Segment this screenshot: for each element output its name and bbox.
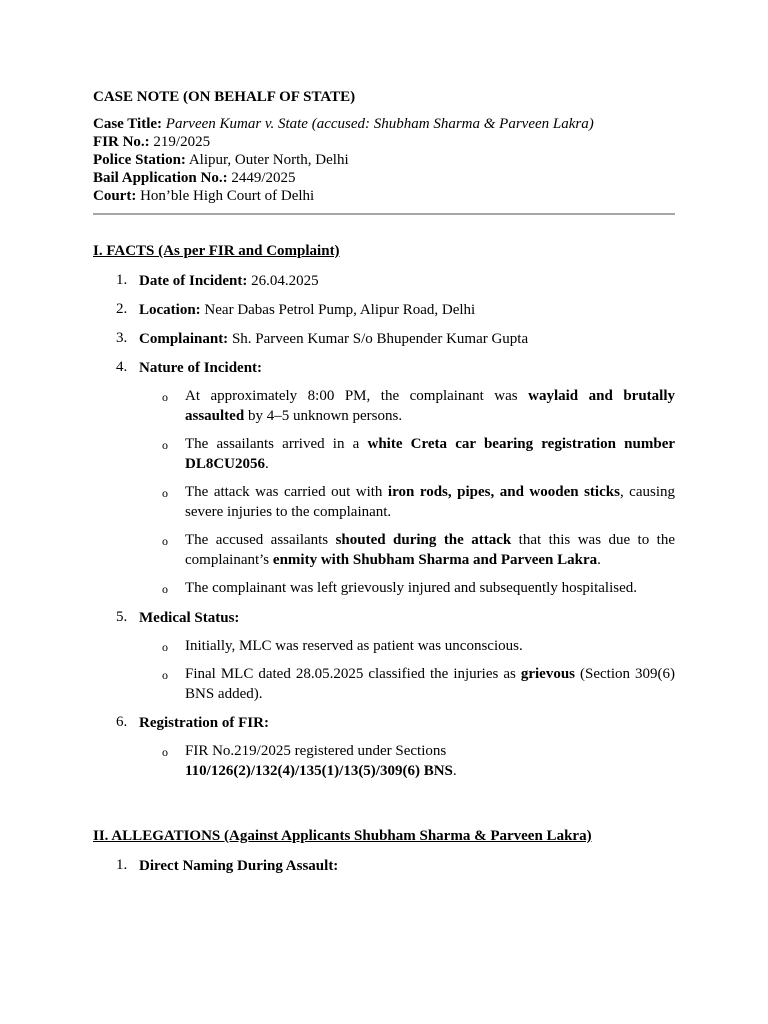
list-item-text: [139, 271, 675, 291]
text-run: At approximately 8:00 PM, the complainant was: [185, 388, 529, 404]
text-run: (Section 309(6) BNS added).: [185, 666, 676, 702]
sub-bullet-item: [139, 531, 675, 570]
list-item-text: [139, 358, 675, 378]
bold-text-run: iron rods, pipes, and wooden sticks: [387, 484, 620, 500]
list-item-text: [139, 300, 675, 320]
list-item-text: [139, 608, 675, 628]
police-station-value: Alipur, Outer North, Delhi: [188, 152, 349, 168]
allegations-list: [93, 856, 675, 876]
list-item-value: Sh. Parveen Kumar S/o Bhupender Kumar Gupta: [231, 331, 529, 347]
case-metadata: [93, 115, 675, 205]
list-item: [93, 329, 675, 349]
list-item-number: 4.: [116, 359, 128, 375]
bail-application-value: 2449/2025: [231, 170, 296, 186]
facts-list: [93, 271, 675, 781]
bullet-circle-icon: o: [162, 582, 168, 596]
fir-line: [93, 133, 675, 151]
text-run: that this was due to the complainant’s: [185, 532, 675, 568]
sub-bullet-item: [139, 483, 675, 522]
text-run: Final MLC dated 28.05.2025 classified the injuries as: [185, 666, 521, 682]
text-run: , causing severe injuries to the complainant.: [185, 484, 676, 520]
text-run: The assailants arrived in a: [185, 436, 368, 452]
text-run: Initially, MLC was reserved as patient was unconscious.: [185, 637, 523, 654]
sub-bullet-list: [139, 742, 675, 781]
text-run: by 4–5 unknown persons.: [244, 407, 403, 424]
bold-text-run: 110/126(2)/132(4)/135(1)/13(5)/309(6) BNS: [185, 762, 453, 779]
section-allegations-heading: II. ALLEGATIONS (Against Applicants Shubham Sharma & Parveen Lakra): [93, 828, 592, 844]
list-item: [93, 358, 675, 599]
text-run: FIR No.219/2025 registered under Sections: [185, 743, 447, 759]
sub-bullet-item: [139, 387, 675, 426]
list-item-label: Complainant:: [139, 331, 229, 347]
court-line: [93, 187, 675, 205]
bold-text-run: white Creta car bearing registration number DL8CU2056: [185, 436, 676, 472]
list-item-number: 6.: [116, 714, 128, 730]
list-item-label: Medical Status:: [139, 609, 240, 626]
list-item-label: Nature of Incident:: [139, 360, 263, 376]
list-item-text: [139, 856, 675, 876]
bullet-circle-icon: o: [162, 486, 168, 500]
court-label: Court:: [93, 188, 137, 204]
list-item-label: Location:: [139, 302, 201, 318]
list-item: [93, 713, 675, 781]
text-run: .: [265, 455, 269, 472]
bold-text-run: grievous: [520, 666, 576, 682]
sub-bullet-item: [139, 435, 675, 474]
bold-text-run: enmity with Shubham Sharma and Parveen Lakra: [272, 551, 598, 568]
list-item-label: Registration of FIR:: [139, 715, 269, 731]
sub-bullet-item: [139, 637, 675, 657]
sub-bullet-list: [139, 387, 675, 599]
list-item-label: Date of Incident:: [139, 273, 248, 289]
list-item-number: 2.: [116, 301, 128, 317]
text-run: .: [597, 551, 601, 568]
sub-bullet-item: [139, 742, 675, 781]
text-run: The attack was carried out with: [185, 484, 388, 500]
list-item-number: 5.: [116, 608, 128, 625]
bail-application-line: [93, 169, 675, 187]
police-station-label: Police Station:: [93, 152, 186, 168]
police-station-line: [93, 151, 675, 169]
case-title-label: Case Title:: [93, 116, 163, 132]
list-item-number: 1.: [116, 272, 128, 288]
list-item: [93, 271, 675, 291]
list-item: [93, 608, 675, 705]
list-item-value: 26.04.2025: [251, 273, 319, 289]
bold-text-run: waylaid and brutally assaulted: [185, 388, 675, 424]
list-item: [93, 856, 675, 876]
bullet-circle-icon: o: [162, 668, 168, 682]
list-item: [93, 300, 675, 320]
court-value: Hon’ble High Court of Delhi: [140, 188, 315, 204]
text-run: The complainant was left grievously injured and subsequently hospitalised.: [185, 580, 637, 596]
fir-label: FIR No.:: [93, 134, 150, 150]
case-note-page: [93, 86, 675, 876]
text-run: The accused assailants: [185, 532, 336, 548]
document-title: CASE NOTE (ON BEHALF OF STATE): [93, 89, 356, 105]
section-facts-heading: I. FACTS (As per FIR and Complaint): [93, 243, 340, 259]
bullet-circle-icon: o: [162, 639, 168, 654]
sub-bullet-item: [139, 665, 675, 704]
horizontal-divider: [93, 213, 675, 215]
bail-application-label: Bail Application No.:: [93, 170, 228, 186]
list-item-label: Direct Naming During Assault:: [139, 858, 339, 874]
bullet-circle-icon: o: [162, 745, 168, 759]
sub-bullet-list: [139, 637, 675, 705]
bullet-circle-icon: o: [162, 534, 168, 548]
bullet-circle-icon: o: [162, 390, 168, 404]
bullet-circle-icon: o: [162, 438, 168, 452]
sub-bullet-item: [139, 579, 675, 599]
list-item-number: 1.: [116, 857, 128, 873]
list-item-number: 3.: [116, 330, 128, 346]
case-title-value: Parveen Kumar v. State (accused: Shubham Sharma & Parveen Lakra): [165, 116, 594, 132]
list-item-text: [139, 329, 675, 349]
text-run: .: [452, 762, 457, 779]
bold-text-run: shouted during the attack: [335, 532, 512, 548]
case-title-line: [93, 115, 675, 133]
fir-value: 219/2025: [153, 134, 211, 150]
list-item-value: Near Dabas Petrol Pump, Alipur Road, Delhi: [204, 302, 476, 318]
list-item-text: [139, 713, 675, 733]
